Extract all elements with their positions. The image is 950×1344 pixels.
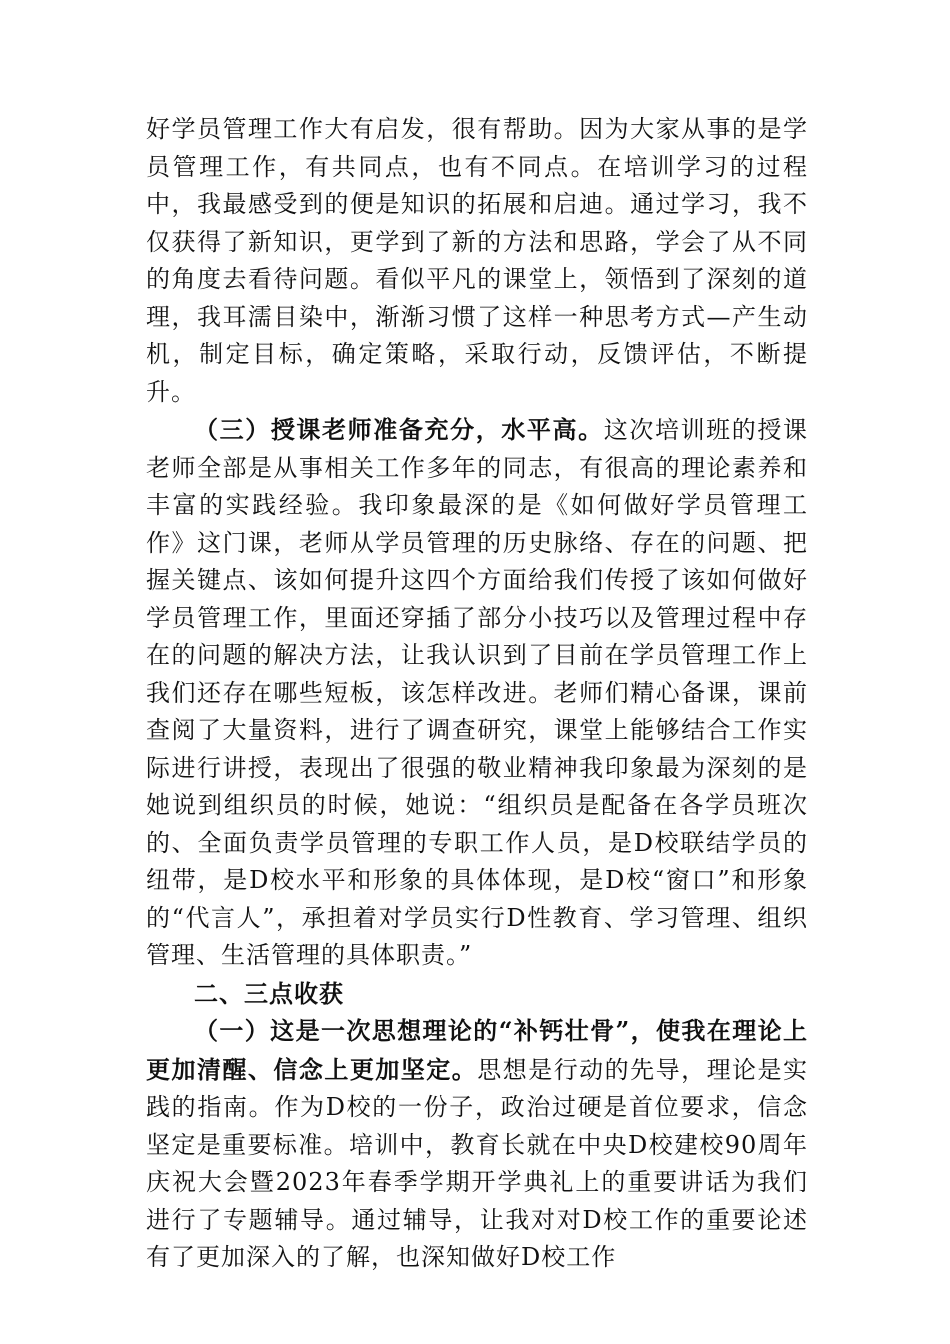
document-page	[146, 111, 808, 1277]
paragraph-3	[146, 1012, 808, 1277]
paragraph-2-body: 这次培训班的授课老师全部是从事相关工作多年的同志，有很高的理论素养和丰富的实践经验。我印象最深的是《如何做好学员管理工作》这门课，老师从学员管理的历史脉络、存在的问题、把握关键点、该如何提升这四个方面给我们传授了该如何做好学员管理工作，里面还穿插了部分小技巧以及管理过程中存在的问题的解决方法，让我认识到了目前在学员管理工作上我们还存在哪些短板，该怎样改进。老师们精心备课，课前查阅了大量资料，进行了调查研究，课堂上能够结合工作实际进行讲授，表现出了很强的敬业精神我印象最为深刻的是她说到组织员的时候，她说：“组织员是配备在各学员班次的、全面负责学员管理的专职工作人员，是D校联结学员的纽带，是D校水平和形象的具体体现，是D校“窗口”和形象的“代言人”，承担着对学员实行D性教育、学习管理、组织管理、生活管理的具体职责。”	[146, 416, 809, 969]
paragraph-2-lead: （三）授课老师准备充分，水平高。	[194, 415, 604, 444]
paragraph-3-lead: （一）这是一次思想理论的“补钙壮骨”，使我在理论上更加清醒、信念上更加坚定。	[146, 1016, 808, 1084]
section-heading-2: 二、三点收获	[194, 978, 344, 1008]
paragraph-3-body: 思想是行动的先导，理论是实践的指南。作为D校的一份子，政治过硬是首位要求，信念坚定是重要标准。培训中，教育长就在中央D校建校90周年庆祝大会暨2023年春季学期开学典礼上的重要讲话为我们进行了专题辅导。通过辅导，让我对对D校工作的重要论述有了更加深入的了解，也深知做好D校工作	[146, 1055, 809, 1271]
paragraph-1: 好学员管理工作大有启发，很有帮助。因为大家从事的是学员管理工作，有共同点，也有不同点。在培训学习的过程中，我最感受到的便是知识的拓展和启迪。通过学习，我不仅获得了新知识，更学到了新的方法和思路，学会了从不同的角度去看待问题。看似平凡的课堂上，领悟到了深刻的道理，我耳濡目染中，渐渐习惯了这样一种思考方式—产生动机，制定目标，确定策略，采取行动，反馈评估，不断提升。	[146, 115, 808, 406]
paragraph-2	[146, 411, 808, 975]
